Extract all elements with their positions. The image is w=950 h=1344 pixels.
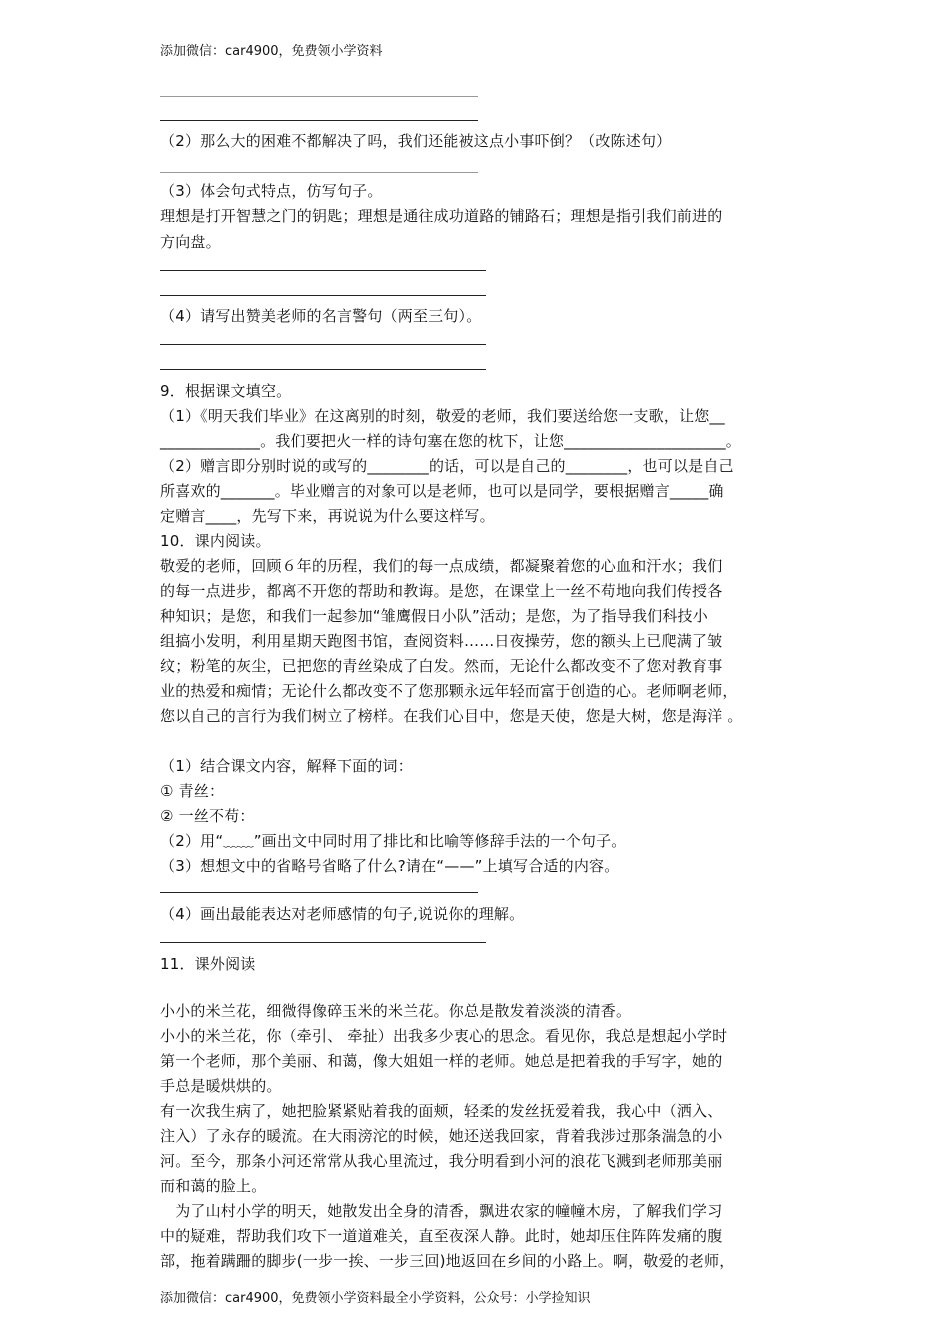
q10-passage-line: 种知识；是您，和我们一起参加“雏鹰假日小队”活动；是您，为了指导我们科技小 xyxy=(160,607,708,625)
q10-passage-line: 敬爱的老师，回顾６年的历程，我们的每一点成绩，都凝聚着您的心血和汗水；我们 xyxy=(160,557,723,575)
answer-line xyxy=(160,892,478,893)
q9-line5: 定赠言____，先写下来，再说说为什么要这样写。 xyxy=(160,507,495,525)
q10-question1b: ② 一丝不苟： xyxy=(160,807,255,825)
q11-passage-line: 河。至今，那条小河还常常从我心里流过，我分明看到小河的浪花飞溅到老师那美丽 xyxy=(160,1152,723,1170)
q10-passage-line: 的每一点进步，都离不开您的帮助和教诲。是您，在课堂上一丝不苟地向我们传授各 xyxy=(160,582,723,600)
q10-passage-line: 组搞小发明，利用星期天跑图书馆，查阅资料……日夜操劳，您的额头上已爬满了皱 xyxy=(160,632,723,650)
q10-question2: （2）用“﹏﹏”画出文中同时用了排比和比喻等修辞手法的一个句子。 xyxy=(160,832,627,850)
page-header: 添加微信：car4900，免费领小学资料 xyxy=(160,44,383,59)
q11-passage-line: 第一个老师，那个美丽、和蔼，像大姐姐一样的老师。她总是把着我的手写字，她的 xyxy=(160,1052,723,1070)
q8-part3-line2: 方向盘。 xyxy=(160,233,221,251)
q9-line3: （2）赠言即分别时说的或写的________的话，可以是自己的________，也可以是自己 xyxy=(160,457,734,475)
q11-passage-line: 小小的米兰花，细微得像碎玉米的米兰花。你总是散发着淡淡的清香。 xyxy=(160,1002,632,1020)
q10-question3: （3）想想文中的省略号省略了什么?请在“——”上填写合适的内容。 xyxy=(160,857,620,875)
q8-part3-line1: 理想是打开智慧之门的钥匙；理想是通往成功道路的铺路石；理想是指引我们前进的 xyxy=(160,207,723,225)
answer-line xyxy=(160,942,486,943)
q9-line1: （1）《明天我们毕业》在这离别的时刻，敬爱的老师，我们要送给您一支歌，让您__ xyxy=(160,407,725,425)
answer-line xyxy=(160,270,486,271)
q8-part3: （3）体会句式特点，仿写句子。 xyxy=(160,182,383,200)
answer-line xyxy=(160,172,478,173)
q10-passage-line: 您以自己的言行为我们树立了榜样。在我们心目中，您是天使，您是大树，您是海洋 。 xyxy=(160,707,743,725)
q11-passage-line: 为了山村小学的明天，她散发出全身的清香，飘进农家的幢幢木房，了解我们学习 xyxy=(160,1202,723,1220)
q11-passage-line: 小小的米兰花，你（牵引、 牵扯）出我多少衷心的思念。看见你，我总是想起小学时 xyxy=(160,1027,728,1045)
answer-line xyxy=(160,120,478,121)
q8-part2: （2）那么大的困难不都解决了吗，我们还能被这点小事吓倒？（改陈述句） xyxy=(160,132,672,150)
q11-passage-line: 而和蔼的脸上。 xyxy=(160,1177,267,1195)
q9-line2: _____________。我们要把火一样的诗句塞在您的枕下，让您_____________________。 xyxy=(160,432,742,450)
answer-line xyxy=(160,96,478,97)
q11-passage-line: 部，拖着蹒跚的脚步(一步一挨、一步三回)地返回在乡间的小路上。啊，敬爱的老师， xyxy=(160,1252,735,1270)
q11-passage-line: 中的疑难，帮助我们攻下一道道难关，直至夜深人静。此时，她却压住阵阵发痛的腹 xyxy=(160,1227,723,1245)
q10-question1a: ① 青丝： xyxy=(160,782,225,800)
q11-passage-line: 有一次我生病了，她把脸紧紧贴着我的面颊，轻柔的发丝抚爱着我，我心中（洒入、 xyxy=(160,1102,723,1120)
q10-passage-line: 业的热爱和痴情；无论什么都改变不了您那颗永远年轻而富于创造的心。老师啊老师， xyxy=(160,682,738,700)
q10-title: 10．课内阅读。 xyxy=(160,532,271,550)
answer-line xyxy=(160,369,486,370)
q9-title: 9．根据课文填空。 xyxy=(160,382,292,400)
answer-line xyxy=(160,344,486,345)
q9-line4: 所喜欢的_______。毕业赠言的对象可以是老师，也可以是同学，要根据赠言_____确 xyxy=(160,482,724,500)
answer-line xyxy=(160,295,486,296)
q8-part4: （4）请写出赞美老师的名言警句（两至三句）。 xyxy=(160,307,482,325)
q10-question1: （1）结合课文内容，解释下面的词： xyxy=(160,757,413,775)
q10-question4: （4）画出最能表达对老师感情的句子,说说你的理解。 xyxy=(160,905,525,923)
q11-title: 11．课外阅读 xyxy=(160,955,256,973)
q11-passage-line: 注入）了永存的暖流。在大雨滂沱的时候，她还送我回家，背着我涉过那条湍急的小 xyxy=(160,1127,723,1145)
q10-passage-line: 纹；粉笔的灰尘，已把您的青丝染成了白发。然而，无论什么都改变不了您对教育事 xyxy=(160,657,723,675)
page-footer: 添加微信：car4900，免费领小学资料最全小学资料，公众号：小学捡知识 xyxy=(160,1291,591,1306)
q11-passage-line: 手总是暖烘烘的。 xyxy=(160,1077,282,1095)
